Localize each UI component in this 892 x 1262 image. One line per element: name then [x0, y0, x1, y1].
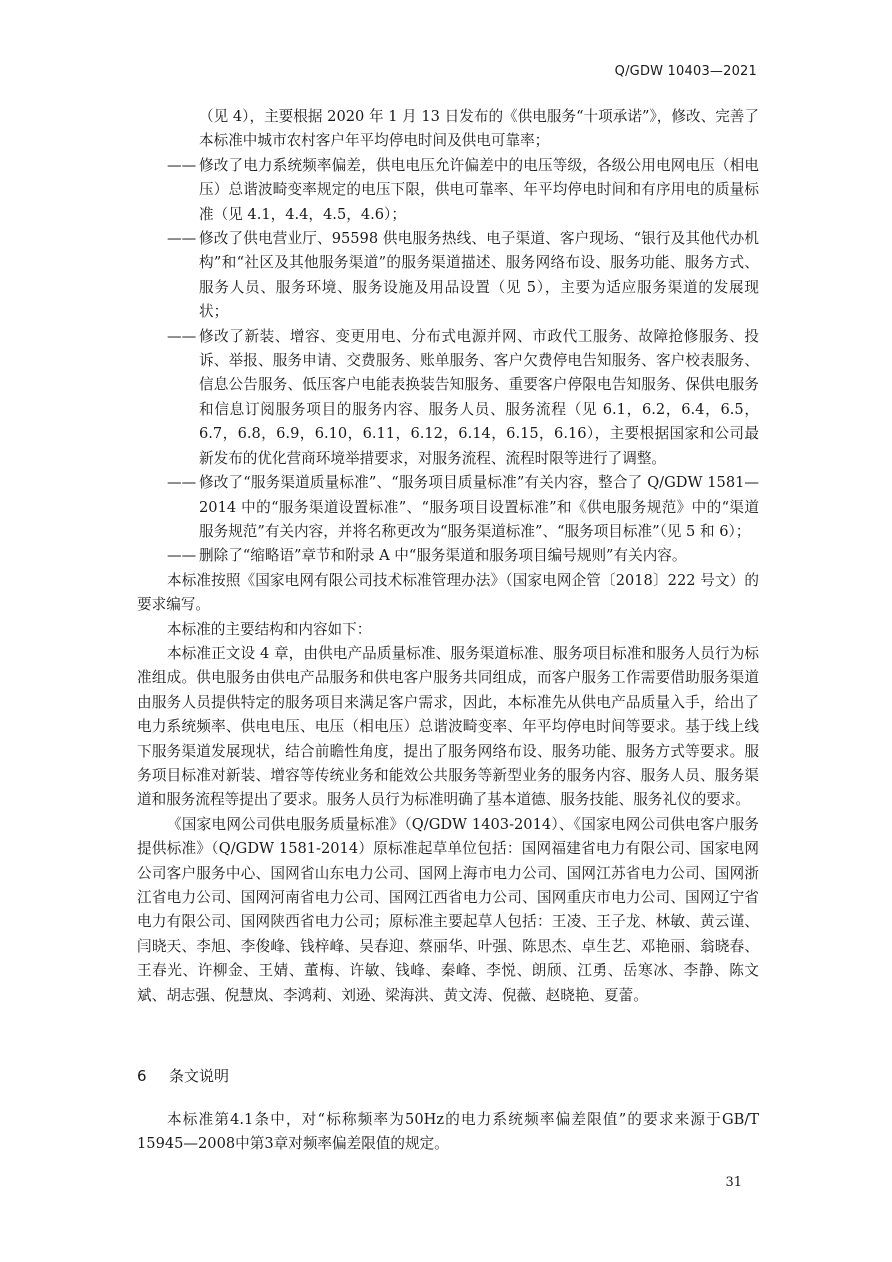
list-dash: —— — [167, 156, 197, 174]
list-item-text: 修改了“服务渠道质量标准”、“服务项目质量标准”有关内容，整合了 Q/GDW 1581—2014 中的“服务渠道设置标准”、“服务项目设置标准”和《供电服务规范》中的“渠道服务规范”有关内容，并将名称更改为“服务渠道标准”、“服务项目标准”（见 5 和 6）； — [199, 474, 759, 540]
list-item-text: 修改了供电营业厅、95598 供电服务热线、电子渠道、客户现场、“银行及其他代办机构”和“社区及其他服务渠道”的服务渠道描述、服务网络布设、服务功能、服务方式、服务人员、服务环境、服务设施及用品设置（见 5），主要为适应服务渠道的发展现状； — [199, 230, 759, 321]
list-dash: —— — [167, 547, 197, 565]
page-number: 31 — [725, 1175, 742, 1190]
paragraph: 本标准的主要结构和内容如下： — [167, 620, 372, 638]
paragraph: 本标准第4.1条中，对“标称频率为50Hz的电力系统频率偏差限值”的要求来源于GB/T 15945—2008中第3章对频率偏差限值的规定。 — [137, 1111, 759, 1153]
section-title: 条文说明 — [169, 1067, 230, 1085]
list-item — [137, 544, 759, 568]
list-item-text: 修改了电力系统频率偏差，供电电压允许偏差中的电压等级，各级公用电网电压（相电压）总谐波畸变率规定的电压下限，供电可靠率、年平均停电时间和有序用电的质量标准（见 4.1，4.4，4.5，4.6）； — [199, 156, 759, 223]
list-item — [137, 325, 759, 471]
document-code: Q/GDW 10403—2021 — [614, 64, 757, 79]
section-body — [137, 1108, 759, 1157]
page-body — [137, 105, 759, 1008]
list-item — [137, 227, 759, 325]
paragraph: 本标准按照《国家电网有限公司技术标准管理办法》（国家电网企管〔2018〕222 号文）的要求编写。 — [137, 571, 759, 614]
list-item-text: 修改了新装、增容、变更用电、分布式电源并网、市政代工服务、故障抢修服务、投诉、举报、服务申请、交费服务、账单服务、客户欠费停电告知服务、客户校表服务、信息公告服务、低压客户电能表换装告知服务、重要客户停限电告知服务、保供电服务和信息订阅服务项目的服务内容、服务人员、服务流程（见 6.1，6.2，6.4，6.5，6.7，6.8，6.9，6.10，6.11，6.12，6.14，6.15，6.16），主要根据国家和公司最新发布的优化营商环境举措要求，对服务流程、流程时限等进行了调整。 — [199, 327, 759, 467]
paragraph: 《国家电网公司供电服务质量标准》（Q/GDW 1403-2014）、《国家电网公司供电客户服务提供标准》（Q/GDW 1581-2014）原标准起草单位包括：国网福建省电力有限公司、国家电网公司客户服务中心、国网省山东电力公司、国网上海市电力公司、国网江苏省电力公司、国网浙江省电力公司、国网河南省电力公司、国网江西省电力公司、国网重庆市电力公司、国网辽宁省电力有限公司、国网陕西省电力公司；原标准主要起草人包括：王凌、王子龙、林敏、黄云谨、闫晓天、李旭、李俊峰、钱梓峰、吴春迎、蔡丽华、叶强、陈思杰、卓生艺、邓艳丽、翁晓春、王春光、许柳金、王婧、董梅、许敏、钱峰、秦峰、李悦、朗颀、江勇、岳寒冰、李静、陈文斌、胡志强、倪慧岚、李鸿莉、刘逊、梁海洪、黄文涛、倪薇、赵晓艳、夏蕾。 — [137, 815, 759, 1004]
section-heading — [137, 1065, 229, 1086]
list-dash: —— — [167, 474, 197, 492]
continuation-text: （见 4），主要根据 2020 年 1 月 13 日发布的《供电服务“十项承诺”》，修改、完善了本标准中城市农村客户年平均停电时间及供电可靠率； — [199, 108, 759, 150]
list-dash: —— — [167, 230, 197, 248]
list-dash: —— — [167, 327, 197, 345]
list-item — [137, 154, 759, 227]
list-item — [137, 471, 759, 544]
list-item-text: 删除了“缩略语”章节和附录 A 中“服务渠道和服务项目编号规则”有关内容。 — [199, 547, 687, 565]
section-number: 6 — [137, 1067, 147, 1085]
paragraph: 本标准正文设 4 章，由供电产品质量标准、服务渠道标准、服务项目标准和服务人员行为标准组成。供电服务由供电产品服务和供电客户服务共同组成，而客户服务工作需要借助服务渠道由服务人员提供特定的服务项目来满足客户需求，因此，本标准先从供电产品质量入手，给出了电力系统频率、供电电压、电压（相电压）总谐波畸变率、年平均停电时间等要求。基于线上线下服务渠道发展现状，结合前瞻性角度，提出了服务网络布设、服务功能、服务方式等要求。服务项目标准对新装、增容等传统业务和能效公共服务等新型业务的服务内容、服务人员、服务渠道和服务流程等提出了要求。服务人员行为标准明确了基本道德、服务技能、服务礼仪的要求。 — [137, 644, 759, 809]
